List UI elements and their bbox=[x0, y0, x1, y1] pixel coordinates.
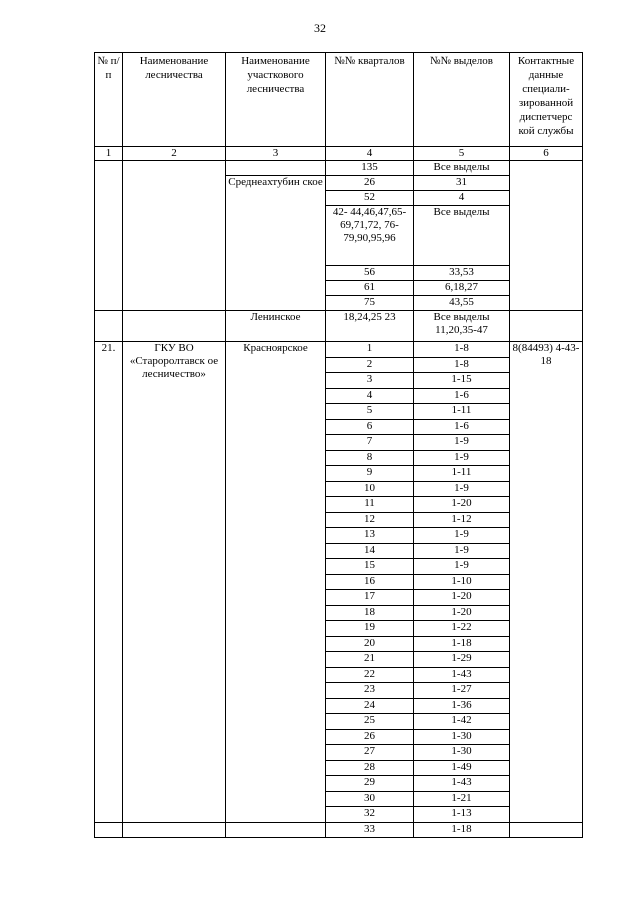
forestry-name-cell bbox=[123, 822, 226, 837]
quarter-cell: 4 bbox=[326, 388, 414, 404]
row-number-cell: 21. bbox=[95, 342, 123, 823]
quarter-cell: 16 bbox=[326, 574, 414, 590]
allotment-cell: 1-9 bbox=[414, 435, 510, 451]
allotment-cell: 1-49 bbox=[414, 760, 510, 776]
quarter-cell: 15 bbox=[326, 559, 414, 575]
quarter-cell: 17 bbox=[326, 590, 414, 606]
allotment-cell: 1-9 bbox=[414, 450, 510, 466]
header-cell: № п/п bbox=[95, 53, 123, 147]
allotment-cell: 1-9 bbox=[414, 481, 510, 497]
table-header-row bbox=[95, 53, 583, 147]
quarter-cell: 32 bbox=[326, 807, 414, 823]
allotment-cell: 1-20 bbox=[414, 590, 510, 606]
allotment-cell: 1-13 bbox=[414, 807, 510, 823]
column-number: 1 bbox=[95, 147, 123, 161]
row-number-cell bbox=[95, 161, 123, 311]
allotment-cell: 1-27 bbox=[414, 683, 510, 699]
allotment-cell: 1-8 bbox=[414, 342, 510, 358]
header-cell: №№ кварталов bbox=[326, 53, 414, 147]
column-number: 3 bbox=[226, 147, 326, 161]
quarter-cell: 24 bbox=[326, 698, 414, 714]
quarter-cell: 6 bbox=[326, 419, 414, 435]
allotment-cell: 1-6 bbox=[414, 388, 510, 404]
column-number: 6 bbox=[510, 147, 583, 161]
allotment-cell: 1-11 bbox=[414, 404, 510, 420]
allotment-cell: 1-9 bbox=[414, 559, 510, 575]
allotment-cell: 1-20 bbox=[414, 605, 510, 621]
allotment-cell: 1-20 bbox=[414, 497, 510, 513]
allotment-cell: 31 bbox=[414, 176, 510, 191]
allotment-cell: 1-21 bbox=[414, 791, 510, 807]
table-row bbox=[95, 822, 583, 837]
district-name-cell: Среднеахтубин ское bbox=[226, 176, 326, 311]
quarter-cell: 18 bbox=[326, 605, 414, 621]
quarter-cell: 3 bbox=[326, 373, 414, 389]
allotment-cell: Все выделы 11,20,35-47 bbox=[414, 311, 510, 342]
forestry-name-cell bbox=[123, 161, 226, 311]
table-row bbox=[95, 342, 583, 358]
allotment-cell: 1-10 bbox=[414, 574, 510, 590]
allotment-cell: 6,18,27 bbox=[414, 281, 510, 296]
allotment-cell: 1-43 bbox=[414, 667, 510, 683]
contact-cell bbox=[510, 822, 583, 837]
quarter-cell: 33 bbox=[326, 822, 414, 837]
quarter-cell: 25 bbox=[326, 714, 414, 730]
allotment-cell: 4 bbox=[414, 191, 510, 206]
allotment-cell: 1-36 bbox=[414, 698, 510, 714]
allotment-cell: 1-6 bbox=[414, 419, 510, 435]
quarter-cell: 22 bbox=[326, 667, 414, 683]
allotment-cell: 1-8 bbox=[414, 357, 510, 373]
quarter-cell: 9 bbox=[326, 466, 414, 482]
quarter-cell: 23 bbox=[326, 683, 414, 699]
district-name-cell bbox=[226, 822, 326, 837]
allotment-cell: 1-9 bbox=[414, 543, 510, 559]
quarter-cell: 56 bbox=[326, 266, 414, 281]
column-number: 5 bbox=[414, 147, 510, 161]
table-row bbox=[95, 161, 583, 176]
page-number: 32 bbox=[314, 21, 326, 35]
header-cell: Контактные данные специали- зированной диспетчерс кой службы bbox=[510, 53, 583, 147]
header-cell: Наименование лесничества bbox=[123, 53, 226, 147]
allotment-cell: Все выделы bbox=[414, 161, 510, 176]
quarter-cell: 18,24,25 23 bbox=[326, 311, 414, 342]
quarter-cell: 42- 44,46,47,65- 69,71,72, 76- 79,90,95,96 bbox=[326, 206, 414, 266]
forestry-table bbox=[94, 52, 583, 838]
quarter-cell: 27 bbox=[326, 745, 414, 761]
column-number-row bbox=[95, 147, 583, 161]
header-cell: №№ выделов bbox=[414, 53, 510, 147]
allotment-cell: 1-9 bbox=[414, 528, 510, 544]
allotment-cell: 1-18 bbox=[414, 636, 510, 652]
allotment-cell: 1-12 bbox=[414, 512, 510, 528]
forestry-name-cell bbox=[123, 311, 226, 342]
allotment-cell: Все выделы bbox=[414, 206, 510, 266]
quarter-cell: 75 bbox=[326, 296, 414, 311]
quarter-cell: 26 bbox=[326, 729, 414, 745]
quarter-cell: 1 bbox=[326, 342, 414, 358]
allotment-cell: 33,53 bbox=[414, 266, 510, 281]
allotment-cell: 1-15 bbox=[414, 373, 510, 389]
quarter-cell: 30 bbox=[326, 791, 414, 807]
allotment-cell: 43,55 bbox=[414, 296, 510, 311]
quarter-cell: 7 bbox=[326, 435, 414, 451]
allotment-cell: 1-30 bbox=[414, 729, 510, 745]
quarter-cell: 29 bbox=[326, 776, 414, 792]
quarter-cell: 10 bbox=[326, 481, 414, 497]
table-row bbox=[95, 311, 583, 342]
forestry-name-cell: ГКУ ВО «Староролтавск ое лесничество» bbox=[123, 342, 226, 823]
allotment-cell: 1-29 bbox=[414, 652, 510, 668]
contact-cell: 8(84493) 4-43-18 bbox=[510, 342, 583, 823]
allotment-cell: 1-30 bbox=[414, 745, 510, 761]
quarter-cell: 11 bbox=[326, 497, 414, 513]
allotment-cell: 1-43 bbox=[414, 776, 510, 792]
quarter-cell: 135 bbox=[326, 161, 414, 176]
quarter-cell: 26 bbox=[326, 176, 414, 191]
allotment-cell: 1-42 bbox=[414, 714, 510, 730]
quarter-cell: 13 bbox=[326, 528, 414, 544]
quarter-cell: 19 bbox=[326, 621, 414, 637]
quarter-cell: 20 bbox=[326, 636, 414, 652]
quarter-cell: 12 bbox=[326, 512, 414, 528]
district-name-cell: Красноярское bbox=[226, 342, 326, 823]
quarter-cell: 2 bbox=[326, 357, 414, 373]
column-number: 4 bbox=[326, 147, 414, 161]
allotment-cell: 1-11 bbox=[414, 466, 510, 482]
district-name-cell bbox=[226, 161, 326, 176]
contact-cell bbox=[510, 161, 583, 311]
quarter-cell: 52 bbox=[326, 191, 414, 206]
allotment-cell: 1-22 bbox=[414, 621, 510, 637]
quarter-cell: 5 bbox=[326, 404, 414, 420]
quarter-cell: 14 bbox=[326, 543, 414, 559]
row-number-cell bbox=[95, 311, 123, 342]
allotment-cell: 1-18 bbox=[414, 822, 510, 837]
quarter-cell: 61 bbox=[326, 281, 414, 296]
header-cell: Наименование участкового лесничества bbox=[226, 53, 326, 147]
quarter-cell: 28 bbox=[326, 760, 414, 776]
quarter-cell: 21 bbox=[326, 652, 414, 668]
column-number: 2 bbox=[123, 147, 226, 161]
row-number-cell bbox=[95, 822, 123, 837]
quarter-cell: 8 bbox=[326, 450, 414, 466]
district-name-cell: Ленинское bbox=[226, 311, 326, 342]
contact-cell bbox=[510, 311, 583, 342]
